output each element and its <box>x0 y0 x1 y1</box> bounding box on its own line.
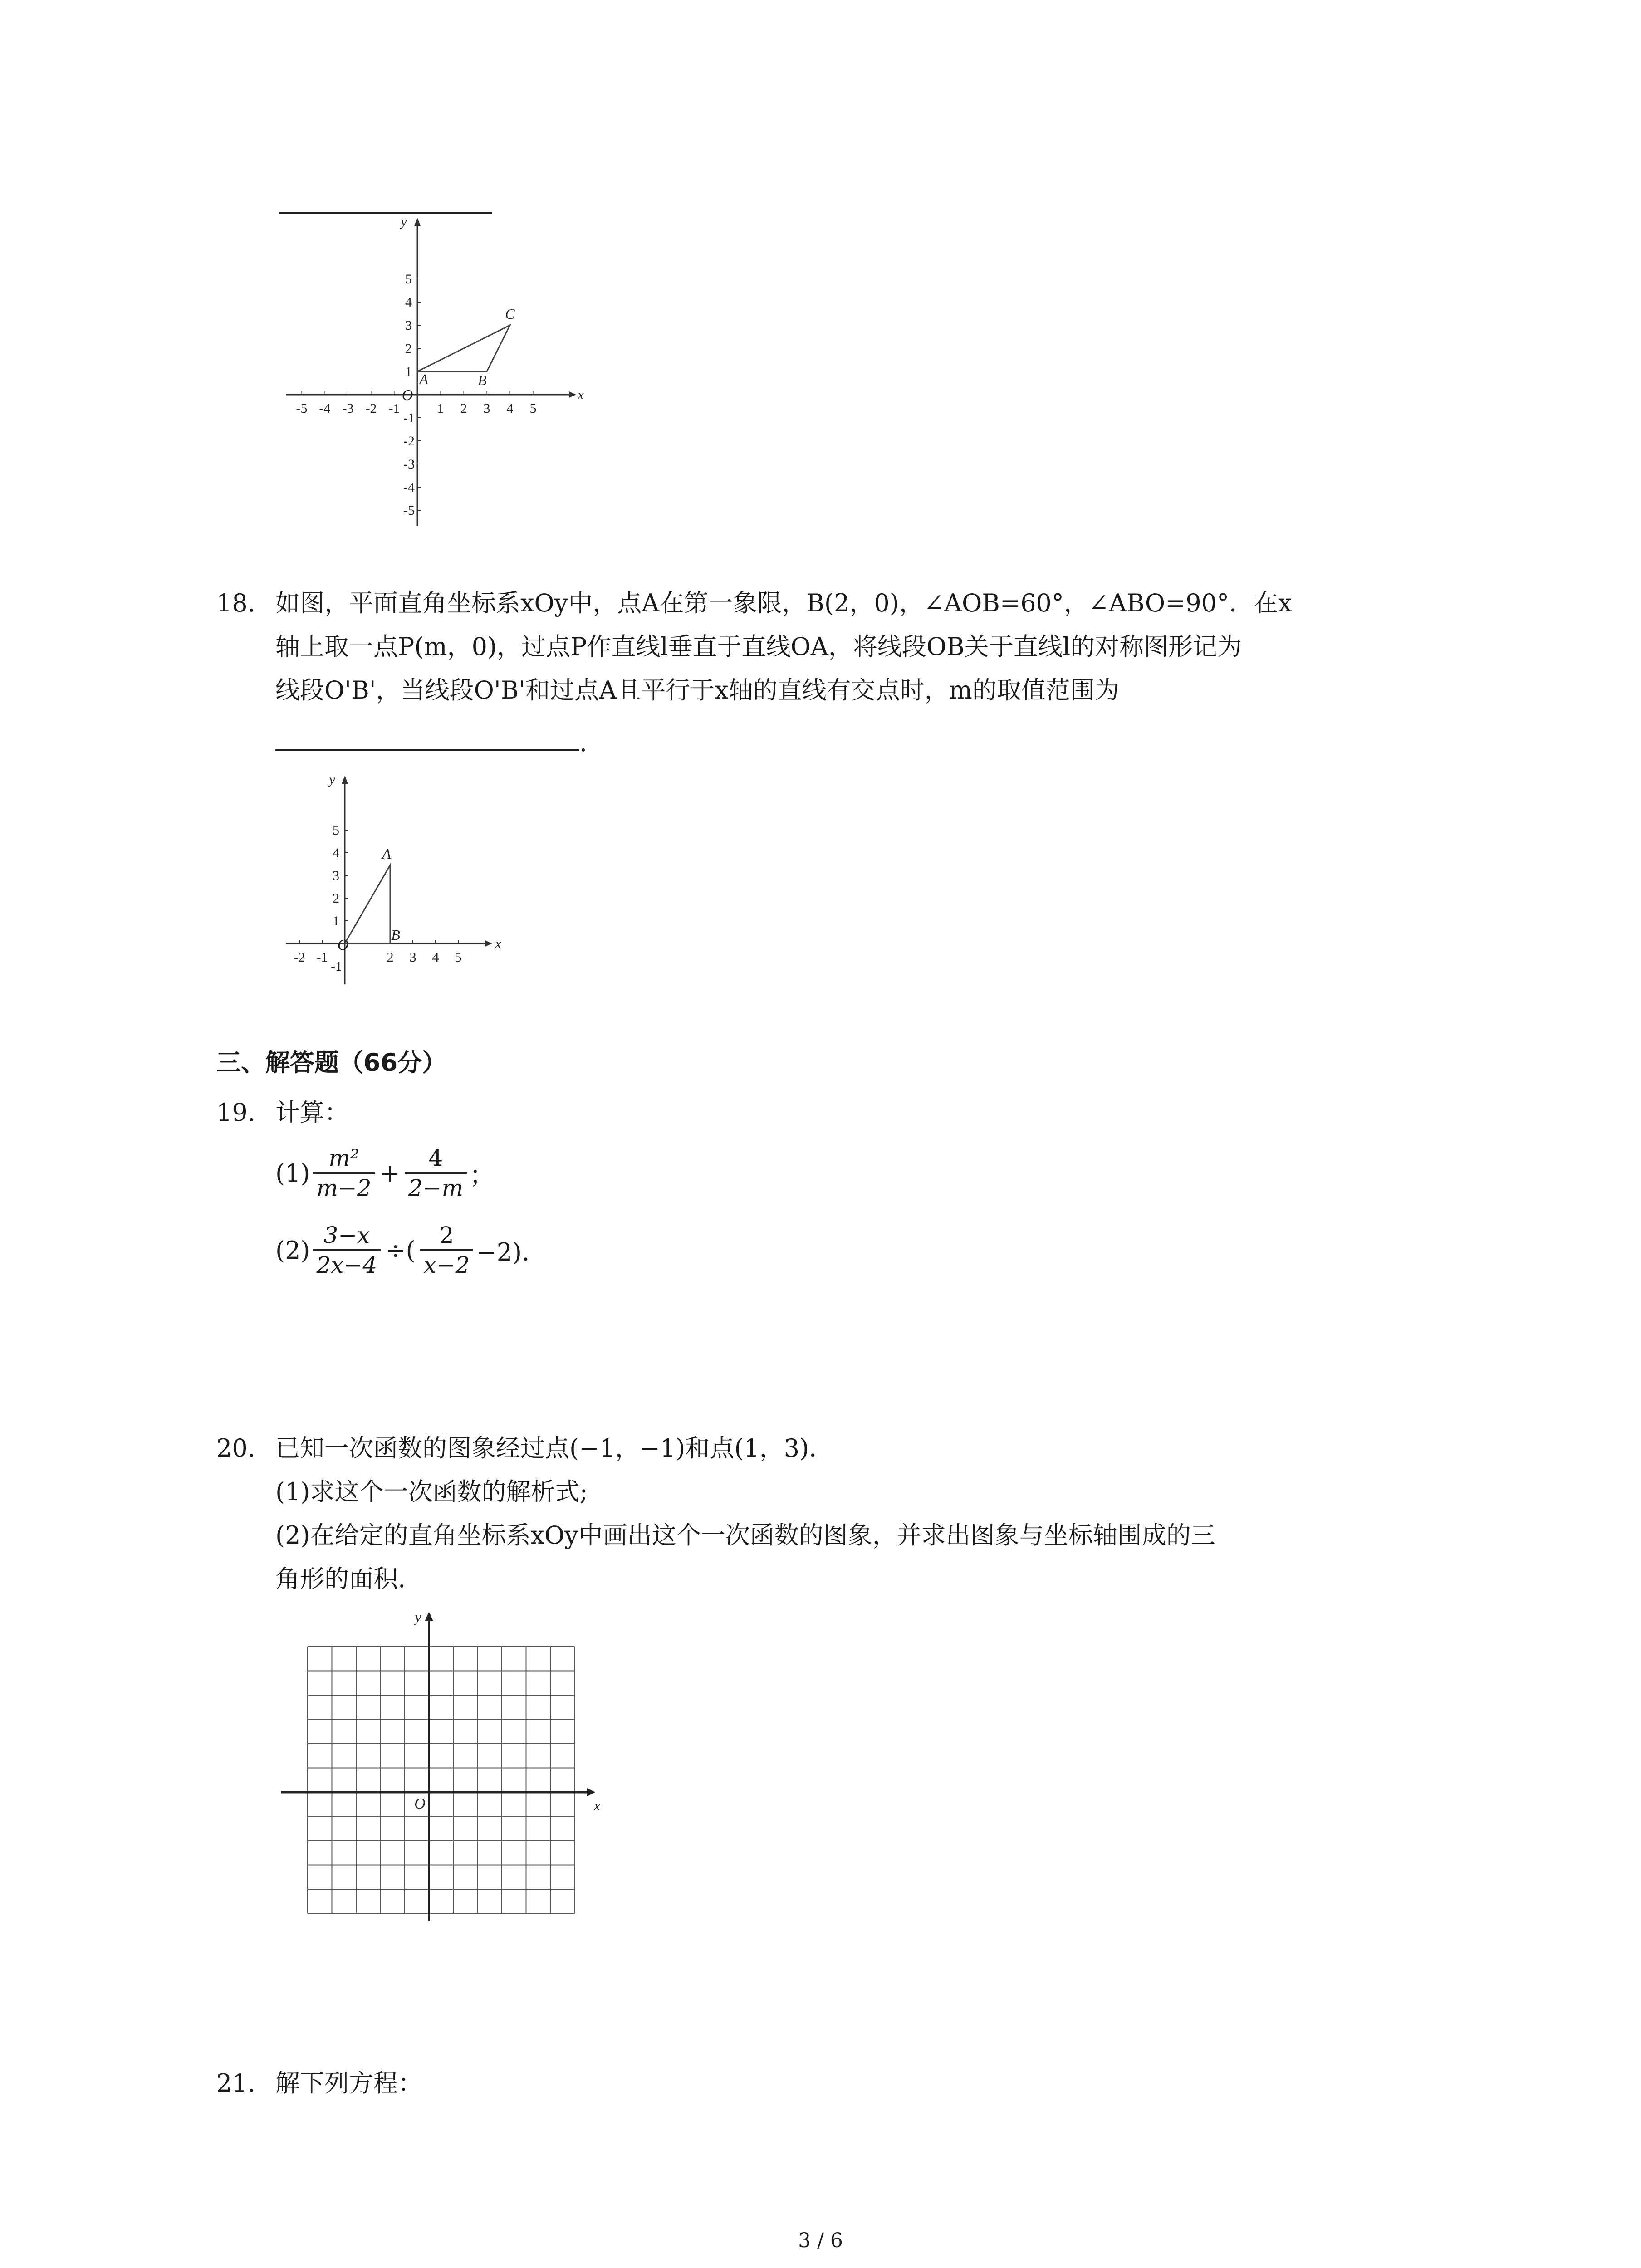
y-tick-label: 1 <box>333 914 339 929</box>
point-label-c: C <box>505 306 515 322</box>
y-tick-label: -4 <box>403 480 415 495</box>
x-tick-label: 4 <box>506 401 514 416</box>
y-axis-arrow <box>342 776 348 784</box>
fraction <box>420 1221 474 1279</box>
numerator: 2 <box>439 1222 454 1248</box>
q20-part-2-line-2: 角形的面积. <box>275 1564 406 1593</box>
q17-coordinate-figure <box>281 213 590 531</box>
y-tick-label: -2 <box>403 434 415 449</box>
y-axis-label: y <box>401 214 407 229</box>
x-tick-label: -1 <box>388 401 400 416</box>
y-axis-arrow <box>425 1612 433 1621</box>
y-tick-label: -3 <box>403 457 415 472</box>
y-tick-label: 1 <box>405 364 412 379</box>
x-tick-label: -3 <box>342 401 354 416</box>
question-text-line-2: 轴上取一点P(m，0)，过点P作直线l垂直于直线OA，将线段OB关于直线l的对称图形记为 <box>275 632 1242 661</box>
numerator: 4 <box>428 1145 443 1171</box>
x-tick-label: 5 <box>529 401 537 416</box>
q20-part-1: (1)求这个一次函数的解析式; <box>275 1477 588 1506</box>
q18-coordinate-figure <box>281 771 517 989</box>
denominator: 2−m <box>405 1172 467 1202</box>
point-label-b: B <box>391 927 400 943</box>
denominator: x−2 <box>420 1249 474 1279</box>
section-heading: 三、解答题（66分） <box>216 1048 447 1077</box>
operator: ÷( <box>385 1236 416 1265</box>
x-axis-arrow <box>485 940 492 947</box>
question-text-line-3: 线段O'B'，当线段O'B'和过点A且平行于x轴的直线有交点时，m的取值范围为 <box>275 676 1119 704</box>
q19-part-1 <box>275 1134 546 1212</box>
q20-grid-figure <box>277 1608 603 1926</box>
answer-period: . <box>579 728 588 757</box>
question-18 <box>216 582 1487 772</box>
operator: + <box>379 1158 400 1188</box>
x-tick-label: 1 <box>437 401 444 416</box>
fraction <box>405 1144 467 1202</box>
y-tick-label: 3 <box>405 318 412 333</box>
end-punct: ； <box>470 1160 494 1189</box>
x-axis-label: x <box>593 1797 601 1813</box>
origin-label: O <box>402 387 413 404</box>
point-label-b: B <box>478 372 487 388</box>
x-tick-label: 3 <box>409 950 416 965</box>
x-tick-label: 2 <box>460 401 467 416</box>
x-tick-label: -4 <box>319 401 331 416</box>
fraction <box>313 1144 375 1202</box>
y-tick-label: 2 <box>333 891 339 906</box>
y-tick-label: -1 <box>403 411 415 425</box>
x-tick-label: 5 <box>455 950 462 965</box>
part-label: (2) <box>275 1236 310 1265</box>
page-number: 3 / 6 <box>798 2229 843 2252</box>
q19-part-2 <box>275 1212 546 1289</box>
point-label-a: A <box>419 371 428 387</box>
x-tick-label: -1 <box>316 950 328 965</box>
origin-label: O <box>337 937 349 953</box>
q20-part-2-line-1: (2)在给定的直角坐标系xOy中画出这个一次函数的图象，并求出图象与坐标轴围成的三 <box>275 1521 1215 1549</box>
fraction <box>313 1221 381 1279</box>
x-tick-label: 3 <box>483 401 490 416</box>
question-number: 21. <box>216 2069 255 2097</box>
part-label: (1) <box>275 1158 310 1188</box>
x-tick-label: 2 <box>387 950 394 965</box>
y-tick-label: 2 <box>405 341 412 356</box>
x-tick-label: 4 <box>432 950 439 965</box>
question-intro: 已知一次函数的图象经过点(−1，−1)和点(1，3)． <box>275 1434 834 1462</box>
numerator: m² <box>328 1145 359 1171</box>
y-tick-label: 3 <box>333 868 339 883</box>
x-tick-label: -2 <box>294 950 305 965</box>
x-tick-label: -2 <box>365 401 377 416</box>
triangle-oab <box>345 865 390 943</box>
tail: −2)． <box>476 1237 547 1266</box>
triangle-abc <box>417 325 510 371</box>
denominator: m−2 <box>313 1172 375 1202</box>
x-axis-arrow <box>587 1788 595 1796</box>
point-label-a: A <box>382 846 391 862</box>
numerator: 3−x <box>323 1222 370 1248</box>
question-number: 18. <box>216 589 255 617</box>
question-number: 20. <box>216 1434 255 1462</box>
question-text: 解下列方程： <box>275 2069 422 2097</box>
y-axis-arrow <box>414 218 421 226</box>
question-number: 19. <box>216 1098 255 1127</box>
answer-blank <box>275 724 579 751</box>
y-tick-label: 5 <box>333 823 339 838</box>
denominator: 2x−4 <box>313 1249 381 1279</box>
x-axis-arrow <box>569 391 576 398</box>
y-tick-label: -1 <box>331 959 342 974</box>
origin-label: O <box>414 1795 426 1812</box>
x-tick-label: -5 <box>296 401 308 416</box>
y-axis-label: y <box>329 772 335 787</box>
y-tick-label: 5 <box>405 272 412 287</box>
question-text-line-1: 如图，平面直角坐标系xOy中，点A在第一象限，B(2，0)，∠AOB=60°，∠ABO=90°．在x <box>275 589 1292 617</box>
question-intro: 计算： <box>275 1098 349 1127</box>
y-tick-label: -5 <box>403 503 415 518</box>
y-tick-label: 4 <box>405 295 412 310</box>
x-axis-label: x <box>578 387 584 402</box>
y-tick-label: 4 <box>333 846 339 860</box>
x-axis-label: x <box>495 936 501 951</box>
y-axis-label: y <box>415 1608 421 1625</box>
